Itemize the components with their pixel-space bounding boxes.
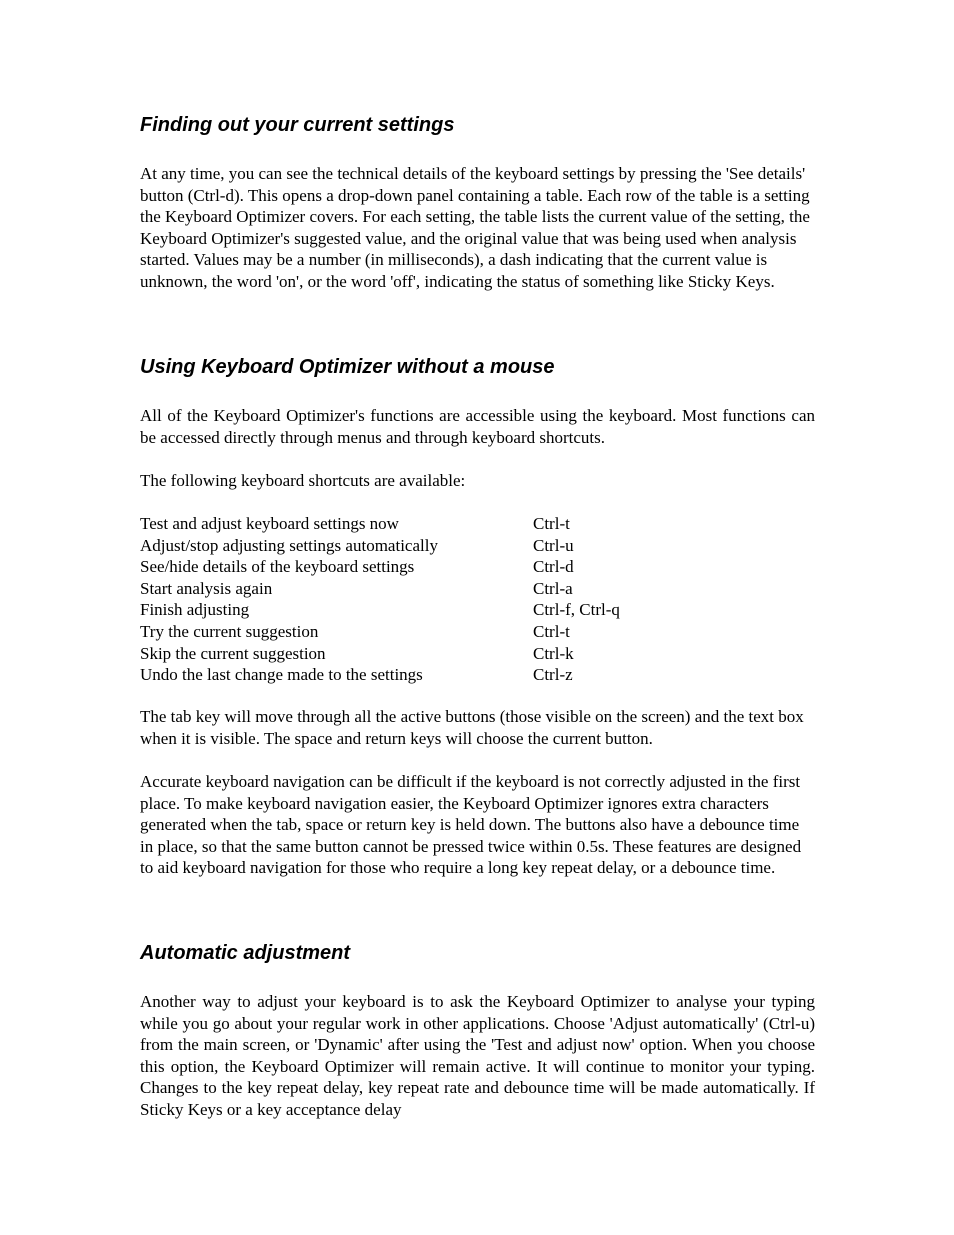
shortcut-action: Test and adjust keyboard settings now xyxy=(140,514,399,533)
paragraph-accessible-functions: All of the Keyboard Optimizer's functions are accessible using the keyboard. Most functions can be accessed directly through menus and through keyboard shortcuts. xyxy=(140,406,815,447)
shortcut-row xyxy=(140,513,815,535)
shortcut-row xyxy=(140,578,815,600)
paragraph-keyboard-navigation: Accurate keyboard navigation can be difficult if the keyboard is not correctly adjusted in the first place. To make keyboard navigation easier, the Keyboard Optimizer ignores extra characters generated when the tab, space or return key is held down. The buttons also have a debounce time in place, so that the same button cannot be pressed twice within 0.5s. These features are designed to aid keyboard navigation for those who require a long key repeat delay, or a debounce time. xyxy=(140,772,802,878)
shortcuts-list xyxy=(140,513,815,686)
shortcut-action: See/hide details of the keyboard settings xyxy=(140,557,415,577)
shortcut-keys: Ctrl-t xyxy=(533,621,570,641)
shortcut-keys: Ctrl-t xyxy=(533,514,570,533)
shortcut-row xyxy=(140,621,815,643)
paragraph-shortcuts-intro: The following keyboard shortcuts are available: xyxy=(140,471,466,490)
shortcut-action: Finish adjusting xyxy=(140,600,250,620)
shortcut-row xyxy=(140,535,815,557)
paragraph-automatic-adjustment: Another way to adjust your keyboard is to ask the Keyboard Optimizer to analyse your typing while you go about your regular work in other applications. Choose 'Adjust automatically' (Ctrl-u) from the main screen, or 'Dynamic' after using the 'Test and adjust now' option. When you choose this option, the Keyboard Optimizer will remain active. It will continue to monitor your typing. Changes to the key repeat delay, key repeat rate and debounce time will be made automatically. If Sticky Keys or a key acceptance delay xyxy=(140,992,815,1119)
shortcut-action: Undo the last change made to the settings xyxy=(140,665,423,685)
shortcut-action: Skip the current suggestion xyxy=(140,643,326,663)
shortcut-action: Try the current suggestion xyxy=(140,621,319,641)
shortcut-keys: Ctrl-k xyxy=(533,643,574,663)
shortcut-row xyxy=(140,664,815,686)
shortcut-row xyxy=(140,643,815,665)
section-heading-without-mouse: Using Keyboard Optimizer without a mouse xyxy=(140,356,555,378)
paragraph-tab-key: The tab key will move through all the active buttons (those visible on the screen) and the text box when it is visible. The space and return keys will choose the current button. xyxy=(140,707,804,748)
shortcut-row xyxy=(140,599,815,621)
shortcut-keys: Ctrl-d xyxy=(533,557,574,577)
shortcut-row xyxy=(140,556,815,578)
shortcut-action: Adjust/stop adjusting settings automatically xyxy=(140,535,438,555)
shortcut-keys: Ctrl-z xyxy=(533,665,573,685)
paragraph-current-settings: At any time, you can see the technical details of the keyboard settings by pressing the 'See details' button (Ctrl-d). This opens a drop-down panel containing a table. Each row of the table is a setting the Keyboard Optimizer covers. For each setting, the table lists the current value of the setting, the Keyboard Optimizer's suggested value, and the original value that was being used when analysis started. Values may be a number (in milliseconds), a dash indicating that the current value is unknown, the word 'on', or the word 'off', indicating the status of something like Sticky Keys. xyxy=(140,164,810,291)
section-heading-current-settings: Finding out your current settings xyxy=(140,114,455,136)
shortcut-action: Start analysis again xyxy=(140,578,273,598)
shortcut-keys: Ctrl-u xyxy=(533,535,574,555)
shortcut-keys: Ctrl-a xyxy=(533,578,573,598)
section-heading-automatic-adjustment: Automatic adjustment xyxy=(140,942,351,964)
shortcut-keys: Ctrl-f, Ctrl-q xyxy=(533,600,620,620)
